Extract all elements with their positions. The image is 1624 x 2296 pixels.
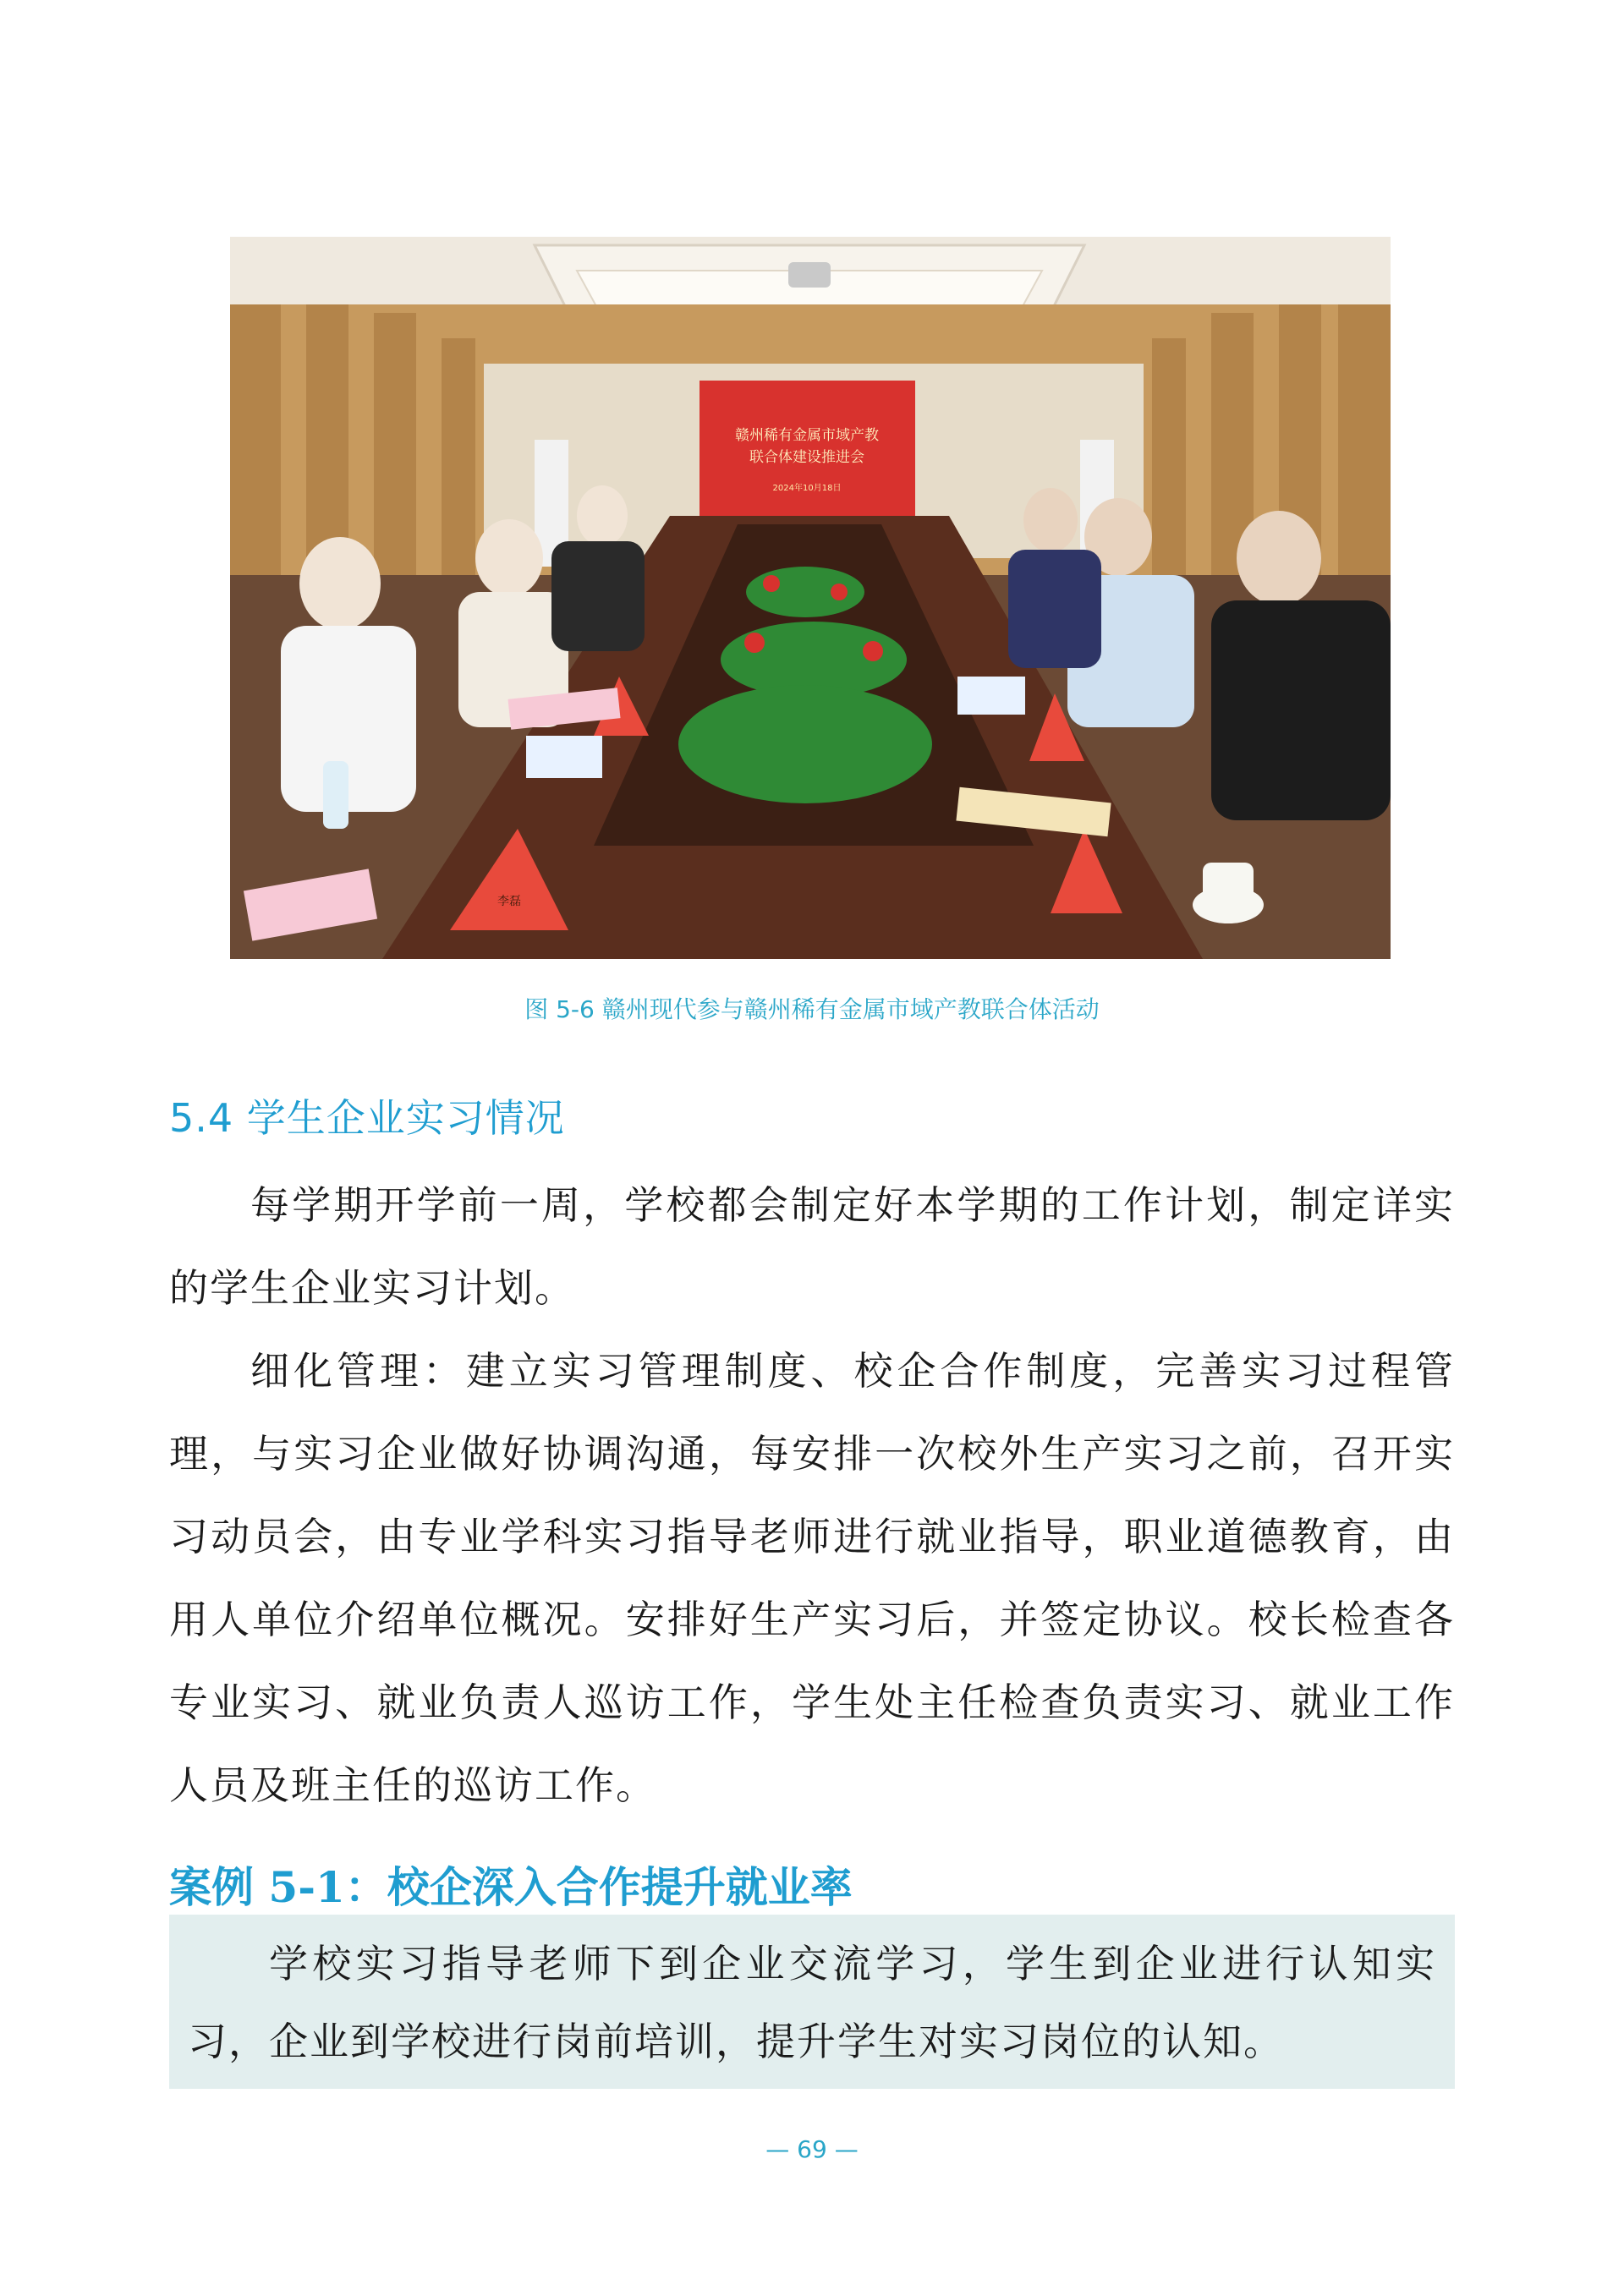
meeting-photo: [230, 237, 1391, 959]
case-title: 案例 5-1：校企深入合作提升就业率: [169, 1862, 853, 1912]
case-text: 学校实习指导老师下到企业交流学习，学生到企业进行认知实习，企业到学校进行岗前培训，提升学生对实习岗位的认知。: [188, 1941, 1436, 2064]
figure-caption: 图 5-6 赣州现代参与赣州稀有金属市域产教联合体活动: [524, 995, 1100, 1023]
banner-line2: 联合体建设推进会: [749, 449, 864, 466]
paragraph: 细化管理：建立实习管理制度、校企合作制度，完善实习过程管理，与实习企业做好协调沟通，每安排一次校外生产实习之前，召开实习动员会，由专业学科实习指导老师进行就业指导，职业道德教育，由用人单位介绍单位概况。安排好生产实习后，并签定协议。校长检查各专业实习、就业负责人巡访工作，学生处主任检查负责实习、就业工作人员及班主任的巡访工作。: [169, 1348, 1455, 1808]
paragraph: 每学期开学前一周，学校都会制定好本学期的工作计划，制定详实的学生企业实习计划。: [169, 1182, 1455, 1311]
case-box: [169, 1915, 1455, 2089]
section-title: 5.4 学生企业实习情况: [169, 1095, 565, 1141]
page-number: — 69 —: [765, 2135, 859, 2163]
banner-date: 2024年10月18日: [772, 484, 842, 493]
nameplate-text: 李磊: [497, 895, 521, 908]
banner-line1: 赣州稀有金属市域产教: [735, 427, 879, 444]
